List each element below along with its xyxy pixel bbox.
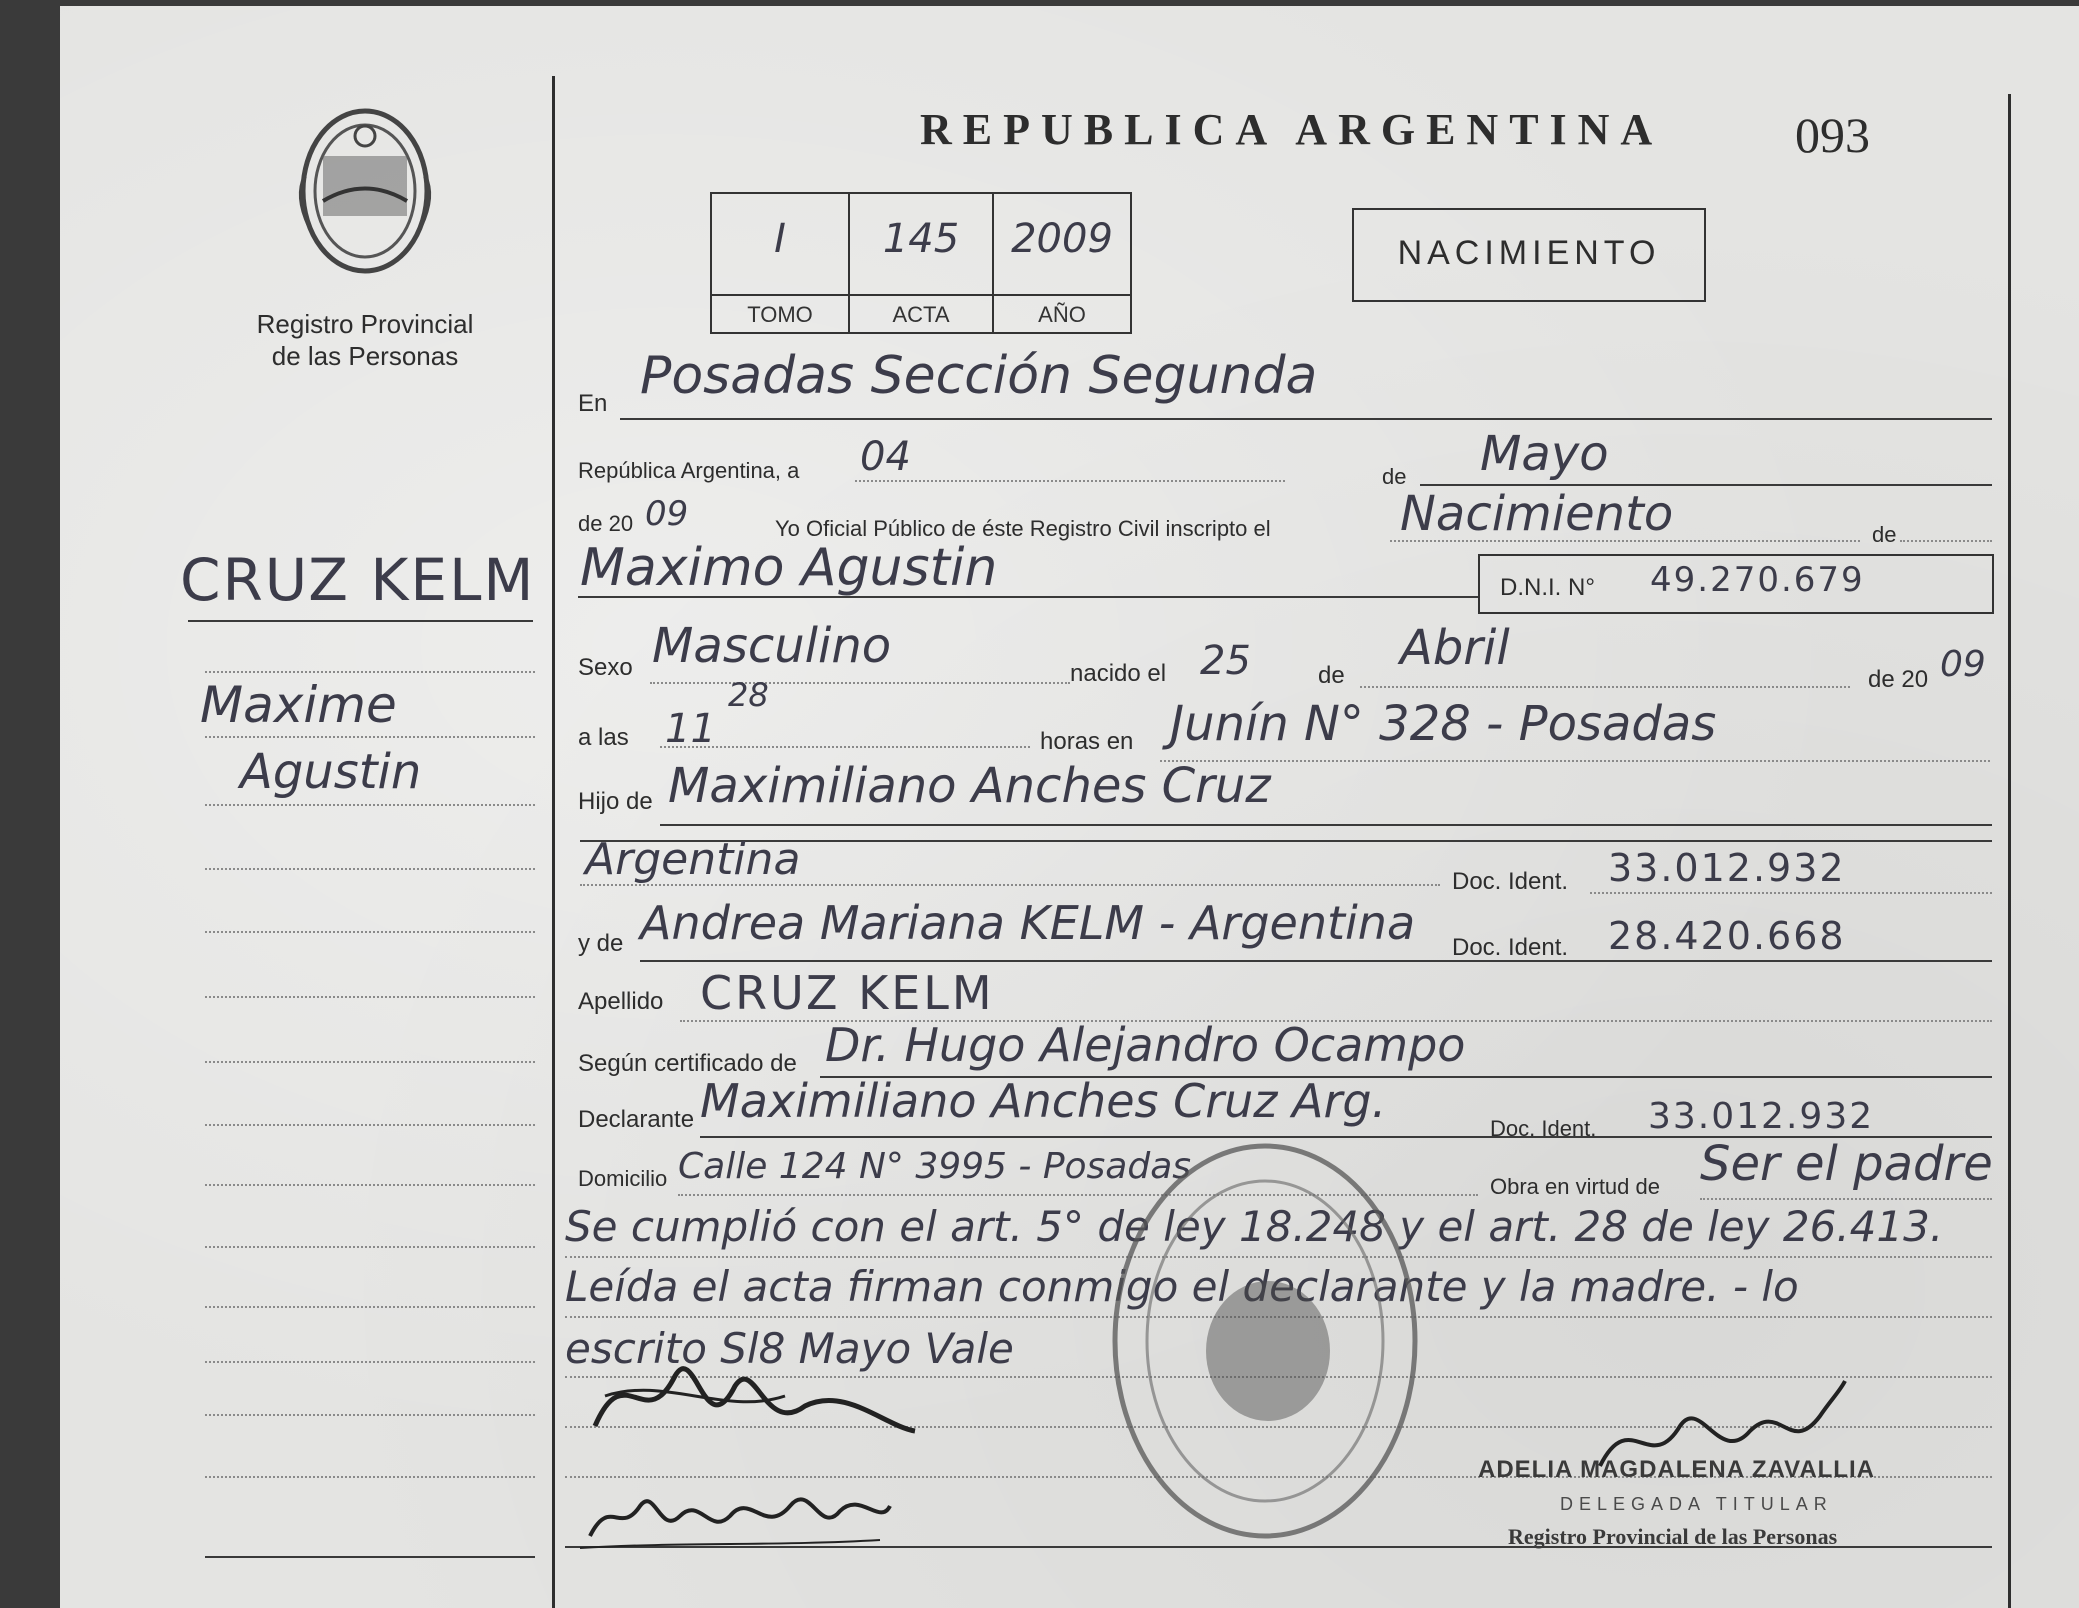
- margin-rule: [205, 1414, 535, 1416]
- de-line-2: [1900, 540, 1992, 542]
- de-label: de: [1382, 464, 1407, 489]
- de-label-3: de: [1318, 662, 1345, 689]
- margin-rule: [205, 804, 535, 806]
- alas-label: a las: [578, 724, 629, 751]
- mother-signature: [580, 1476, 900, 1556]
- obra-label: Obra en virtud de: [1490, 1174, 1660, 1199]
- anio-cell: 2009 AÑO: [992, 192, 1132, 334]
- notes-line-1: Se cumplió con el art. 5° de ley 18.248 y el art. 28 de ley 26.413.: [565, 1202, 1944, 1251]
- place-value: Junín N° 328 - Posadas: [1170, 696, 1717, 752]
- margin-rule: [205, 1306, 535, 1308]
- margin-given-name-2: Agustin: [240, 744, 422, 800]
- mother-doc-value: 28.420.668: [1608, 914, 1846, 958]
- nationality-line: [580, 884, 1440, 886]
- official-office: Registro Provincial de las Personas: [1508, 1524, 1838, 1549]
- hour-value: 11: [665, 706, 716, 752]
- father-doc-line: [1590, 892, 1992, 894]
- margin-surname-underline: [188, 620, 533, 622]
- hour-line: [660, 746, 1030, 748]
- apellido-label: Apellido: [578, 988, 664, 1015]
- domicilio-value: Calle 124 N° 3995 - Posadas: [678, 1146, 1192, 1187]
- birth-month-value: Abril: [1400, 620, 1510, 676]
- margin-given-name-1: Maxime: [200, 676, 397, 734]
- father-doc-value: 33.012.932: [1608, 846, 1846, 890]
- margin-rule: [205, 736, 535, 738]
- name-value: Maximo Agustin: [580, 538, 998, 598]
- sexo-line: [650, 682, 1070, 684]
- acta-cell: 145 ACTA: [848, 192, 994, 334]
- issuer-name: Registro Provincial de las Personas: [256, 309, 474, 371]
- day-line: [855, 480, 1285, 482]
- obra-line: [1700, 1198, 1992, 1200]
- year-prefix-label: de 20: [578, 511, 634, 536]
- birth-year-value: 09: [1940, 644, 1986, 685]
- doc-ident-label-3: Doc. Ident.: [1490, 1116, 1597, 1141]
- father-value: Maximiliano Anches Cruz: [668, 758, 1271, 814]
- declarante-doc-value: 33.012.932: [1648, 1096, 1875, 1137]
- inscripto-value: Nacimiento: [1400, 486, 1674, 542]
- declarante-value: Maximiliano Anches Cruz Arg.: [700, 1074, 1387, 1128]
- obra-value: Ser el padre: [1700, 1136, 1993, 1192]
- birth-certificate-page: [60, 6, 2079, 1608]
- notes-line-3: escrito Sl8 Mayo Vale: [565, 1324, 1014, 1373]
- official-round-stamp: [1100, 1126, 1430, 1546]
- left-column-divider: [552, 76, 555, 1608]
- birth-year-prefix-label: de 20: [1868, 666, 1929, 693]
- right-border: [2008, 94, 2011, 1608]
- margin-rule: [205, 931, 535, 933]
- oficial-label: Yo Oficial Público de éste Registro Civil inscripto el: [775, 516, 1271, 541]
- page-number: 093: [1795, 107, 1870, 163]
- tomo-cell: I TOMO: [710, 192, 850, 334]
- de-label-2: de: [1872, 522, 1897, 547]
- declarant-signature: [585, 1336, 925, 1456]
- place-line: [1160, 760, 1990, 762]
- provincial-seal-logo: [295, 106, 435, 286]
- en-line: [620, 418, 1992, 420]
- horas-label: horas en: [1040, 728, 1134, 755]
- official-name: ADELIA MAGDALENA ZAVALLIA: [1478, 1456, 1875, 1483]
- domicilio-label: Domicilio: [578, 1166, 668, 1191]
- margin-rule: [205, 1124, 535, 1126]
- dni-label: D.N.I. N°: [1500, 574, 1595, 601]
- notes-line-2: Leída el acta firman conmigo el declarante y la madre. - lo: [565, 1262, 1799, 1311]
- margin-rule: [205, 1476, 535, 1478]
- father-nationality-value: Argentina: [585, 834, 801, 885]
- mother-line: [640, 960, 1992, 962]
- nacido-label: nacido el: [1070, 660, 1167, 687]
- margin-bottom-rule: [205, 1556, 535, 1558]
- republica-label: República Argentina, a: [578, 458, 800, 483]
- birth-month-line: [1360, 686, 1850, 688]
- name-line: [578, 596, 1478, 598]
- segun-label: Según certificado de: [578, 1050, 797, 1077]
- official-title: DELEGADA TITULAR: [1560, 1494, 1833, 1514]
- margin-rule: [205, 671, 535, 673]
- hijo-label: Hijo de: [578, 788, 653, 815]
- record-type-label: NACIMIENTO: [1397, 234, 1661, 272]
- margin-rule: [205, 1184, 535, 1186]
- country-title: REPUBLICA ARGENTINA: [920, 105, 1664, 154]
- en-value: Posadas Sección Segunda: [640, 346, 1318, 406]
- minute-value: 28: [728, 676, 769, 714]
- apellido-value: CRUZ KELM: [700, 966, 995, 1020]
- mother-value: Andrea Mariana KELM - Argentina: [640, 896, 1416, 950]
- margin-rule: [205, 1246, 535, 1248]
- margin-rule: [205, 1061, 535, 1063]
- dni-value: 49.270.679: [1650, 560, 1865, 600]
- sexo-value: Masculino: [652, 618, 892, 674]
- margin-surname: CRUZ KELM: [180, 546, 536, 614]
- year-value: 09: [645, 494, 689, 534]
- declarante-label: Declarante: [578, 1106, 695, 1133]
- doctor-value: Dr. Hugo Alejandro Ocampo: [825, 1018, 1466, 1072]
- month-value: Mayo: [1480, 426, 1609, 482]
- inscripto-line: [1390, 540, 1860, 542]
- father-line: [660, 824, 1992, 826]
- y-de-label: y de: [578, 930, 624, 957]
- sexo-label: Sexo: [578, 654, 633, 681]
- day-value: 04: [860, 434, 911, 480]
- birth-day-value: 25: [1200, 638, 1251, 684]
- doc-ident-label: Doc. Ident.: [1452, 868, 1569, 895]
- en-label: En: [578, 390, 608, 417]
- margin-rule: [205, 1361, 535, 1363]
- margin-rule: [205, 996, 535, 998]
- doc-ident-label-2: Doc. Ident.: [1452, 934, 1569, 961]
- margin-rule: [205, 868, 535, 870]
